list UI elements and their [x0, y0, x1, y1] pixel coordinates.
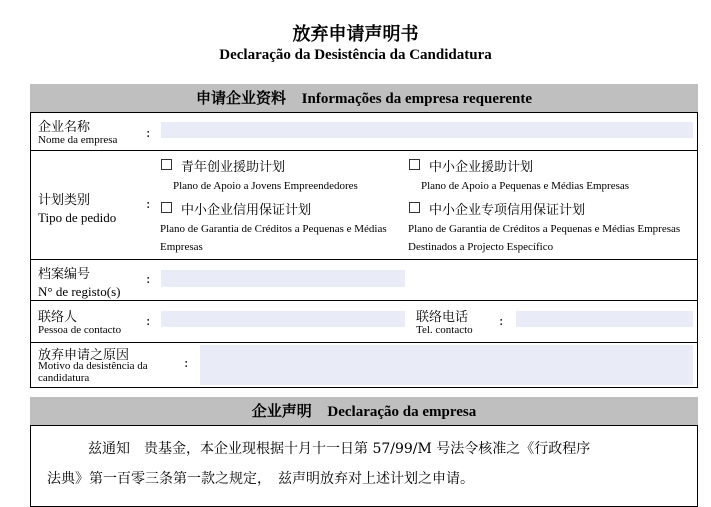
row-divider [30, 150, 698, 151]
registration-no-label-zh: 档案编号 [38, 267, 91, 282]
contact-tel-field[interactable] [516, 311, 693, 327]
colon: : [184, 356, 189, 371]
company-name-field[interactable] [161, 122, 693, 138]
option-sme-plan-pt: Plano de Apoio a Pequenas e Médias Empresas [421, 180, 630, 192]
colon: : [146, 314, 151, 329]
company-name-label-zh: 企业名称 [38, 120, 91, 135]
option-sme-credit-plan-zh: 中小企业信用保证计划 [181, 203, 312, 218]
option-sme-special-credit-plan-pt: Plano de Garantia de Créditos a Pequenas e Médias Empresas Destinados a Projecto Específico [408, 223, 681, 253]
registration-no-field[interactable] [161, 270, 405, 287]
contact-person-label-zh: 联络人 [38, 310, 78, 325]
option-sme-plan-zh: 中小企业援助计划 [429, 160, 534, 175]
contact-person-label-pt: Pessoa de contacto [38, 324, 122, 336]
colon: : [146, 272, 151, 287]
company-name-label-pt: Nome da empresa [38, 134, 118, 146]
page-title-pt: Declaração da Desistência da Candidatura [219, 47, 492, 63]
contact-tel-label-zh: 联络电话 [416, 310, 469, 325]
declaration-header-zh: 企业声明 [251, 402, 312, 420]
colon: : [146, 126, 151, 141]
checkbox-youth-plan[interactable] [161, 159, 172, 170]
option-youth-plan-pt: Plano de Apoio a Jovens Empreendedores [173, 180, 358, 192]
plan-type-label-pt: Tipo de pedido [38, 210, 117, 225]
reason-label-zh: 放弃申请之原因 [38, 348, 130, 363]
row-divider [30, 300, 698, 301]
plan-type-label-zh: 计划类别 [38, 193, 91, 208]
checkbox-sme-plan[interactable] [409, 159, 420, 170]
company-info-header-zh: 申请企业资料 [195, 89, 286, 107]
contact-person-field[interactable] [161, 311, 405, 327]
declaration-text-line1: 兹通知 贵基金，本企业现根据十月十一日第 57/99/M 号法令核准之《行政程序 [88, 441, 591, 457]
declaration-header-pt: Declaração da empresa [327, 404, 477, 420]
row-divider [30, 342, 698, 343]
declaration-text-line2: 法典》第一百零三条第一款之规定， 兹声明放弃对上述计划之申请。 [47, 471, 474, 487]
colon: : [499, 314, 504, 329]
option-youth-plan-zh: 青年创业援助计划 [181, 160, 286, 175]
checkbox-sme-special-credit-plan[interactable] [409, 202, 420, 213]
checkbox-sme-credit-plan[interactable] [161, 202, 172, 213]
contact-tel-label-pt: Tel. contacto [416, 324, 473, 336]
reason-field[interactable] [200, 345, 693, 385]
colon: : [146, 197, 151, 212]
reason-label-pt: Motivo da desistência da candidatura [38, 360, 148, 384]
row-divider [30, 259, 698, 260]
company-info-header-pt: Informações da empresa requerente [301, 91, 533, 107]
company-info-header [30, 84, 698, 113]
page-title-zh: 放弃申请声明书 [292, 24, 419, 45]
declaration-header [30, 397, 698, 426]
option-sme-credit-plan-pt: Plano de Garantia de Créditos a Pequenas e Médias Empresas [160, 223, 387, 253]
option-sme-special-credit-plan-zh: 中小企业专项信用保证计划 [429, 203, 586, 218]
registration-no-label-pt: N° de registo(s) [38, 284, 121, 299]
